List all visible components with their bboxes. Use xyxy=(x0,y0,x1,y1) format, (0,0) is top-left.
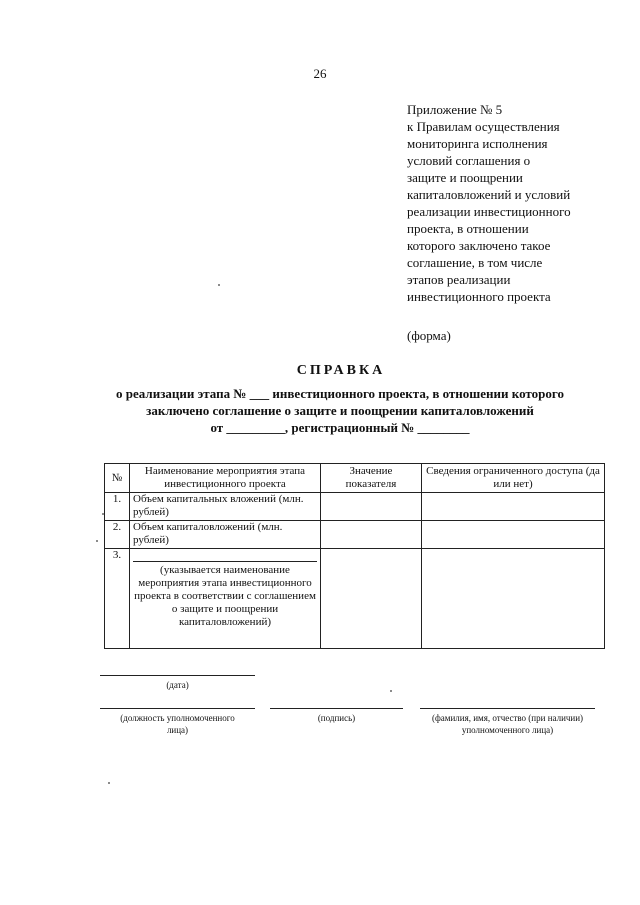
subtitle-line-2: заключено соглашение о защите и поощрении капиталовложений xyxy=(146,403,534,418)
row-value-cell xyxy=(321,521,422,549)
name-label: (фамилия, имя, отчество (при наличии) уполномоченного лица) xyxy=(431,713,584,735)
appendix-line: защите и поощрении xyxy=(407,170,523,185)
scan-speck xyxy=(102,513,104,515)
appendix-line: этапов реализации xyxy=(407,272,511,287)
scan-speck xyxy=(96,540,98,542)
table-row xyxy=(105,549,605,649)
appendix-note xyxy=(407,101,622,305)
subtitle-line-1: о реализации этапа № ___ инвестиционного проекта, в отношении которого xyxy=(116,386,564,401)
appendix-line: капиталовложений и условий xyxy=(407,187,571,202)
subtitle-line-3: от _________, регистрационный № ________ xyxy=(210,420,470,435)
appendix-line: мониторинга исполнения xyxy=(407,136,548,151)
signature-line xyxy=(270,708,403,709)
header-limited: Сведения ограниченного доступа (да или нет) xyxy=(422,464,605,493)
signature-label: (подпись) xyxy=(317,713,356,723)
row-name: Объем капиталовложений (млн. рублей) xyxy=(130,521,321,549)
form-note: (форма) xyxy=(407,328,451,343)
appendix-line: которого заключено такое xyxy=(407,238,551,253)
row-value-cell xyxy=(321,549,422,649)
row-no: 3. xyxy=(105,549,130,649)
document-subtitle xyxy=(80,385,600,436)
appendix-line: реализации инвестиционного xyxy=(407,204,571,219)
row-limited-cell xyxy=(422,493,605,521)
row-value-cell xyxy=(321,493,422,521)
table-row xyxy=(105,521,605,549)
row-name-cell xyxy=(130,549,321,649)
row-limited-cell xyxy=(422,521,605,549)
date-label: (дата) xyxy=(166,680,189,690)
row-no: 1. xyxy=(105,493,130,521)
date-line xyxy=(100,675,255,676)
table-header-row xyxy=(105,464,605,493)
row-name-note: (указывается наименование мероприятия этапа инвестиционного проекта в соответствии с соглашением о защите и поощрении капиталовложений) xyxy=(134,564,316,628)
appendix-line: условий соглашения о xyxy=(407,153,531,168)
blank-line xyxy=(133,549,317,562)
appendix-line: проекта, в отношении xyxy=(407,221,529,236)
header-name: Наименование мероприятия этапа инвестиционного проекта xyxy=(130,464,321,493)
appendix-line: Приложение № 5 xyxy=(407,102,503,117)
scan-speck xyxy=(390,690,392,692)
row-no: 2. xyxy=(105,521,130,549)
header-no: № xyxy=(105,464,130,493)
appendix-line: к Правилам осуществления xyxy=(407,119,560,134)
document-title: СПРАВКА xyxy=(296,363,386,378)
header-value: Значение показателя xyxy=(321,464,422,493)
name-line xyxy=(420,708,595,709)
scan-speck xyxy=(218,284,220,286)
table-row xyxy=(105,493,605,521)
scan-speck xyxy=(108,782,110,784)
position-line xyxy=(100,708,255,709)
position-label: (должность уполномоченного лица) xyxy=(120,713,235,735)
row-limited-cell xyxy=(422,549,605,649)
appendix-line: инвестиционного проекта xyxy=(407,289,551,304)
report-table xyxy=(104,463,605,649)
row-name: Объем капитальных вложений (млн. рублей) xyxy=(130,493,321,521)
appendix-line: соглашение, в том числе xyxy=(407,255,543,270)
page-number: 26 xyxy=(313,66,327,81)
